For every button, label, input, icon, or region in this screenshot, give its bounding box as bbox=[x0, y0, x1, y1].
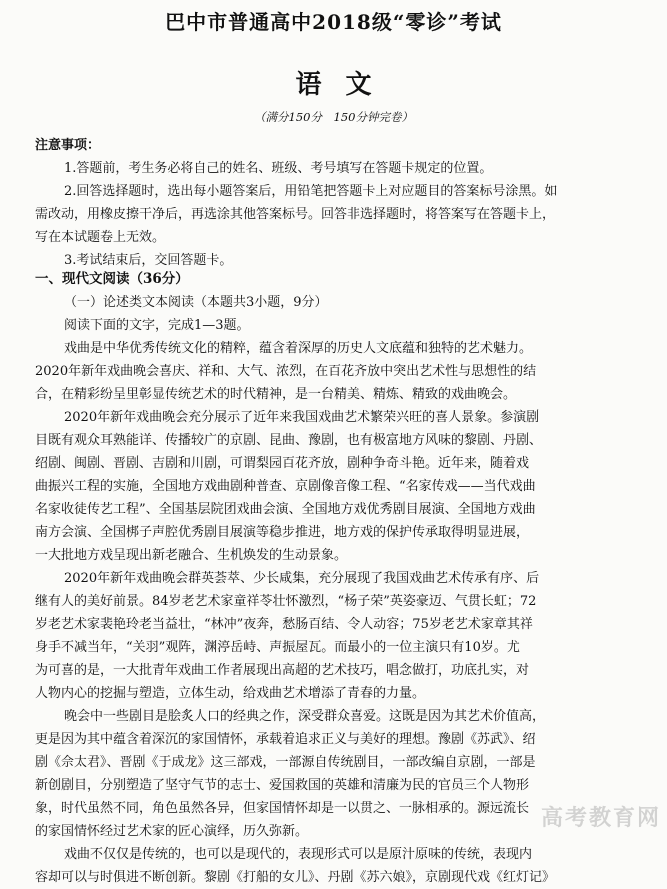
subject-title: 语文 bbox=[295, 70, 396, 100]
section-block bbox=[0, 268, 667, 337]
notice-line: 写在本试题卷上无效。 bbox=[35, 230, 166, 245]
passage-line: 名家收徒传艺工程”、全国基层院团戏曲会演、全国地方戏优秀剧目展演、全国地方戏曲 bbox=[35, 502, 536, 517]
passage-line: 绍剧、闽剧、晋剧、吉剧和川剧，可谓梨园百花齐放，剧种争奇斗艳。近年来，随着戏 bbox=[35, 456, 530, 471]
passage-line: 2020年新年戏曲晚会群英荟萃、少长咸集，充分展现了我国戏曲艺术传承有序、后 bbox=[64, 571, 540, 586]
notice-line: 2.回答选择题时，选出每小题答案后，用铅笔把答题卡上对应题目的答案标号涂黑。如 bbox=[64, 184, 558, 199]
passage-line: 目既有观众耳熟能详、传播较广的京剧、昆曲、豫剧，也有极富地方风味的黎剧、丹剧、 bbox=[35, 433, 543, 448]
notice-block bbox=[0, 134, 667, 272]
passage-line: 更是因为其中蕴含着深沉的家国情怀，承载着追求正义与美好的理想。豫剧《苏武》、绍 bbox=[35, 732, 536, 747]
passage-line: 南方会演、全国梆子声腔优秀剧目展演等稳步推进，地方戏的保护传承取得明显进展， bbox=[35, 525, 530, 540]
notice-line: 1.答题前，考生务必将自己的姓名、班级、考号填写在答题卡规定的位置。 bbox=[64, 161, 493, 176]
passage-line: 岁老艺术家裴艳玲老当益壮，“林冲”夜奔，愁肠百结、令人动容；75岁老艺术家章其祥 bbox=[35, 617, 533, 632]
score-note: （满分150分 150分钟完卷） bbox=[254, 110, 413, 124]
sub-section-heading: （一）论述类文本阅读（本题共3小题，9分） bbox=[64, 295, 328, 310]
passage-line: 继有人的美好前景。84岁老艺术家童祥苓壮怀激烈，“杨子荣”英姿豪迈、气贯长虹；72 bbox=[35, 594, 537, 609]
passage-line: 2020年新年戏曲晚会喜庆、祥和、大气、浓烈，在百花齐放中突出艺术性与思想性的结 bbox=[35, 364, 537, 379]
passage-line: 戏曲不仅仅是传统的，也可以是现代的，表现形式可以是原汁原味的传统，表现内 bbox=[64, 847, 533, 862]
passage-line: 晚会中一些剧目是脍炙人口的经典之作，深受群众喜爱。这既是因为其艺术价值高， bbox=[64, 709, 546, 724]
passage-line: 新创剧目，分别塑造了坚守气节的志士、爱国救国的英雄和清廉为民的官员三个人物形 bbox=[35, 778, 530, 793]
passage-line: 为可喜的是，一大批青年戏曲工作者展现出高超的艺术技巧，唱念做打，功底扎实，对 bbox=[35, 663, 530, 678]
notice-line: 需改动，用橡皮擦干净后，再选涂其他答案标号。回答非选择题时，将答案写在答题卡上， bbox=[35, 207, 556, 222]
watermark: 高考教育网 bbox=[540, 806, 661, 831]
passage-line: 合，在精彩纷呈里彰显传统艺术的时代精神，是一台精美、精炼、精致的戏曲晚会。 bbox=[35, 387, 517, 402]
passage-line: 曲振兴工程的实施，全国地方戏曲剧种普查、京剧像音像工程、“名家传戏——当代戏曲 bbox=[35, 479, 536, 494]
passage-line: 戏曲是中华优秀传统文化的精粹，蕴含着深厚的历史人文底蕴和独特的艺术魅力。 bbox=[64, 341, 533, 356]
passage-line: 剧《佘太君》、晋剧《于成龙》这三部戏，一部源自传统剧目，一部改编自京剧，一部是 bbox=[35, 755, 536, 770]
section-heading: 一、现代文阅读（36分） bbox=[35, 271, 189, 287]
passage-line: 一大批地方戏呈现出新老融合、生机焕发的生动景象。 bbox=[35, 548, 348, 563]
notice-line: 3.考试结束后，交回答题卡。 bbox=[64, 253, 233, 268]
passage-line: 2020年新年戏曲晚会充分展示了近年来我国戏曲艺术繁荣兴旺的喜人景象。参演剧 bbox=[64, 410, 540, 425]
passage-line: 象，时代虽然不同，角色虽然各异，但家国情怀却是一以贯之、一脉相承的。源远流长 bbox=[35, 801, 530, 816]
passage-line: 身手不减当年，“关羽”观阵，渊渟岳峙、声振屋瓦。而最小的一位主演只有10岁。尤 bbox=[35, 640, 520, 655]
passage-line: 的家国情怀经过艺术家的匠心演绎，历久弥新。 bbox=[35, 824, 309, 839]
notice-heading: 注意事项： bbox=[35, 138, 101, 153]
reading-instruction: 阅读下面的文字，完成1—3题。 bbox=[64, 318, 250, 333]
passage-line: 容却可以与时俱进不断创新。黎剧《打船的女儿》、丹剧《苏六娘》，京剧现代戏《红灯记》 bbox=[35, 870, 556, 885]
passage-line: 人物内心的挖掘与塑造，立体生动，给戏曲艺术增添了青春的力量。 bbox=[35, 686, 426, 701]
exam-title: 巴中市普通高中2018级“零诊”考试 bbox=[165, 10, 502, 34]
